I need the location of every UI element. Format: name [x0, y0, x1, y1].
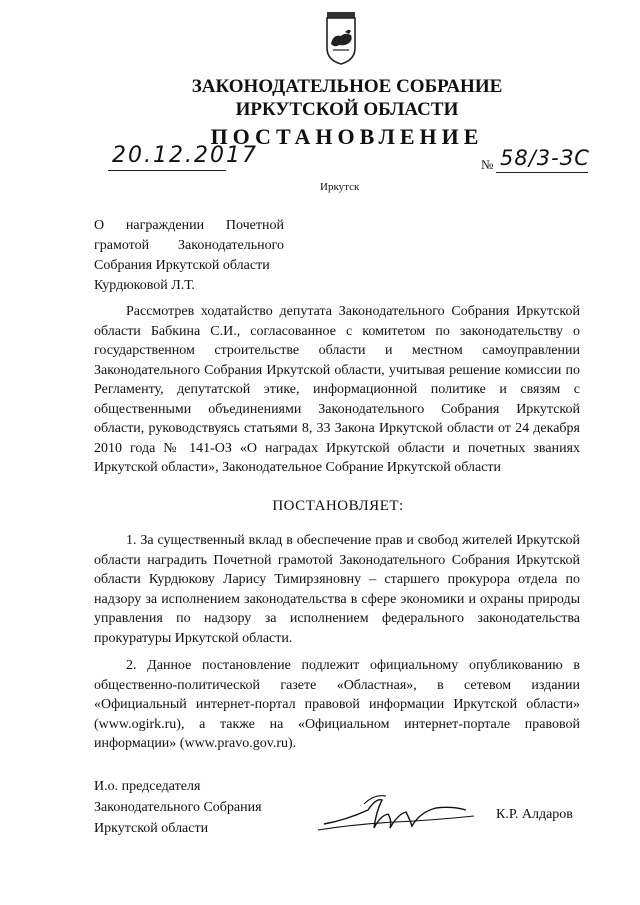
subject-line: грамотой Законодательного: [94, 238, 284, 253]
number-underline: [496, 172, 588, 173]
number-label: №: [481, 157, 494, 172]
preamble-paragraph: Рассмотрев ходатайство депутата Законодательного Собрания Иркутской области Бабкина С.И., согласованное с комитетом по законодательству о государственном строительстве области и местном самоуправлении Законодательного Собрания Иркутской области, учитывая решение комиссии по Регламенту, депутатской этике, информационной политике и связям с общественными объединениями Законодательного Собрания Иркутской области, руководствуясь статьями 8, 33 Закона Иркутской области от 24 декабря 2010 года № 141-ОЗ «О наградах Иркутской области и почетных званиях Иркутской области», Законодательное Собрание Иркутской области: [94, 304, 580, 475]
city: Иркутск: [320, 181, 360, 193]
handwritten-date: 20.12.2017: [112, 143, 258, 168]
org-name-line2: ИРКУТСКОЙ ОБЛАСТИ: [235, 99, 459, 120]
handwritten-signature: [316, 790, 476, 838]
signatory-title-line: Законодательного Собрания: [94, 800, 262, 815]
date-underline: [108, 170, 226, 171]
resolve-heading: ПОСТАНОВЛЯЕТ:: [272, 498, 404, 514]
subject-line: О награждении Почетной: [94, 218, 284, 233]
signatory-name: К.Р. Алдаров: [496, 807, 573, 822]
item-1-paragraph: 1. За существенный вклад в обеспечение прав и свобод жителей Иркутской области наградить Почетной грамотой Законодательного Собрания Иркутской области Курдюкову Ларису Тимирзяновну – старшего прокурора отдела по надзору за исполнением законодательства в сфере экономики и охраны природы управления по надзору за исполнением федерального законодательства прокуратуры Иркутской области.: [94, 533, 580, 646]
subject-block: [94, 216, 284, 296]
handwritten-number: 58/3-ЗС: [500, 146, 590, 170]
subject-line: Курдюковой Л.Т.: [94, 278, 195, 293]
item-2-paragraph: 2. Данное постановление подлежит официальному опубликованию в общественно-политической газете «Областная», в сетевом издании «Официальный интернет-портал правовой информации Иркутской области» (www.ogirk.ru), а также на «Официальном интернет-портале правовой информации» (www.pravo.gov.ru).: [94, 658, 580, 751]
document-type: ПОСТАНОВЛЕНИЕ: [210, 124, 484, 149]
org-name-line1: ЗАКОНОДАТЕЛЬНОЕ СОБРАНИЕ: [191, 76, 503, 97]
coat-of-arms-icon: [321, 10, 361, 66]
signatory-title-line: И.о. председателя: [94, 779, 201, 794]
signatory-title-line: Иркутской области: [94, 821, 209, 836]
signatory-title: [94, 776, 262, 839]
subject-line: Собрания Иркутской области: [94, 258, 270, 273]
